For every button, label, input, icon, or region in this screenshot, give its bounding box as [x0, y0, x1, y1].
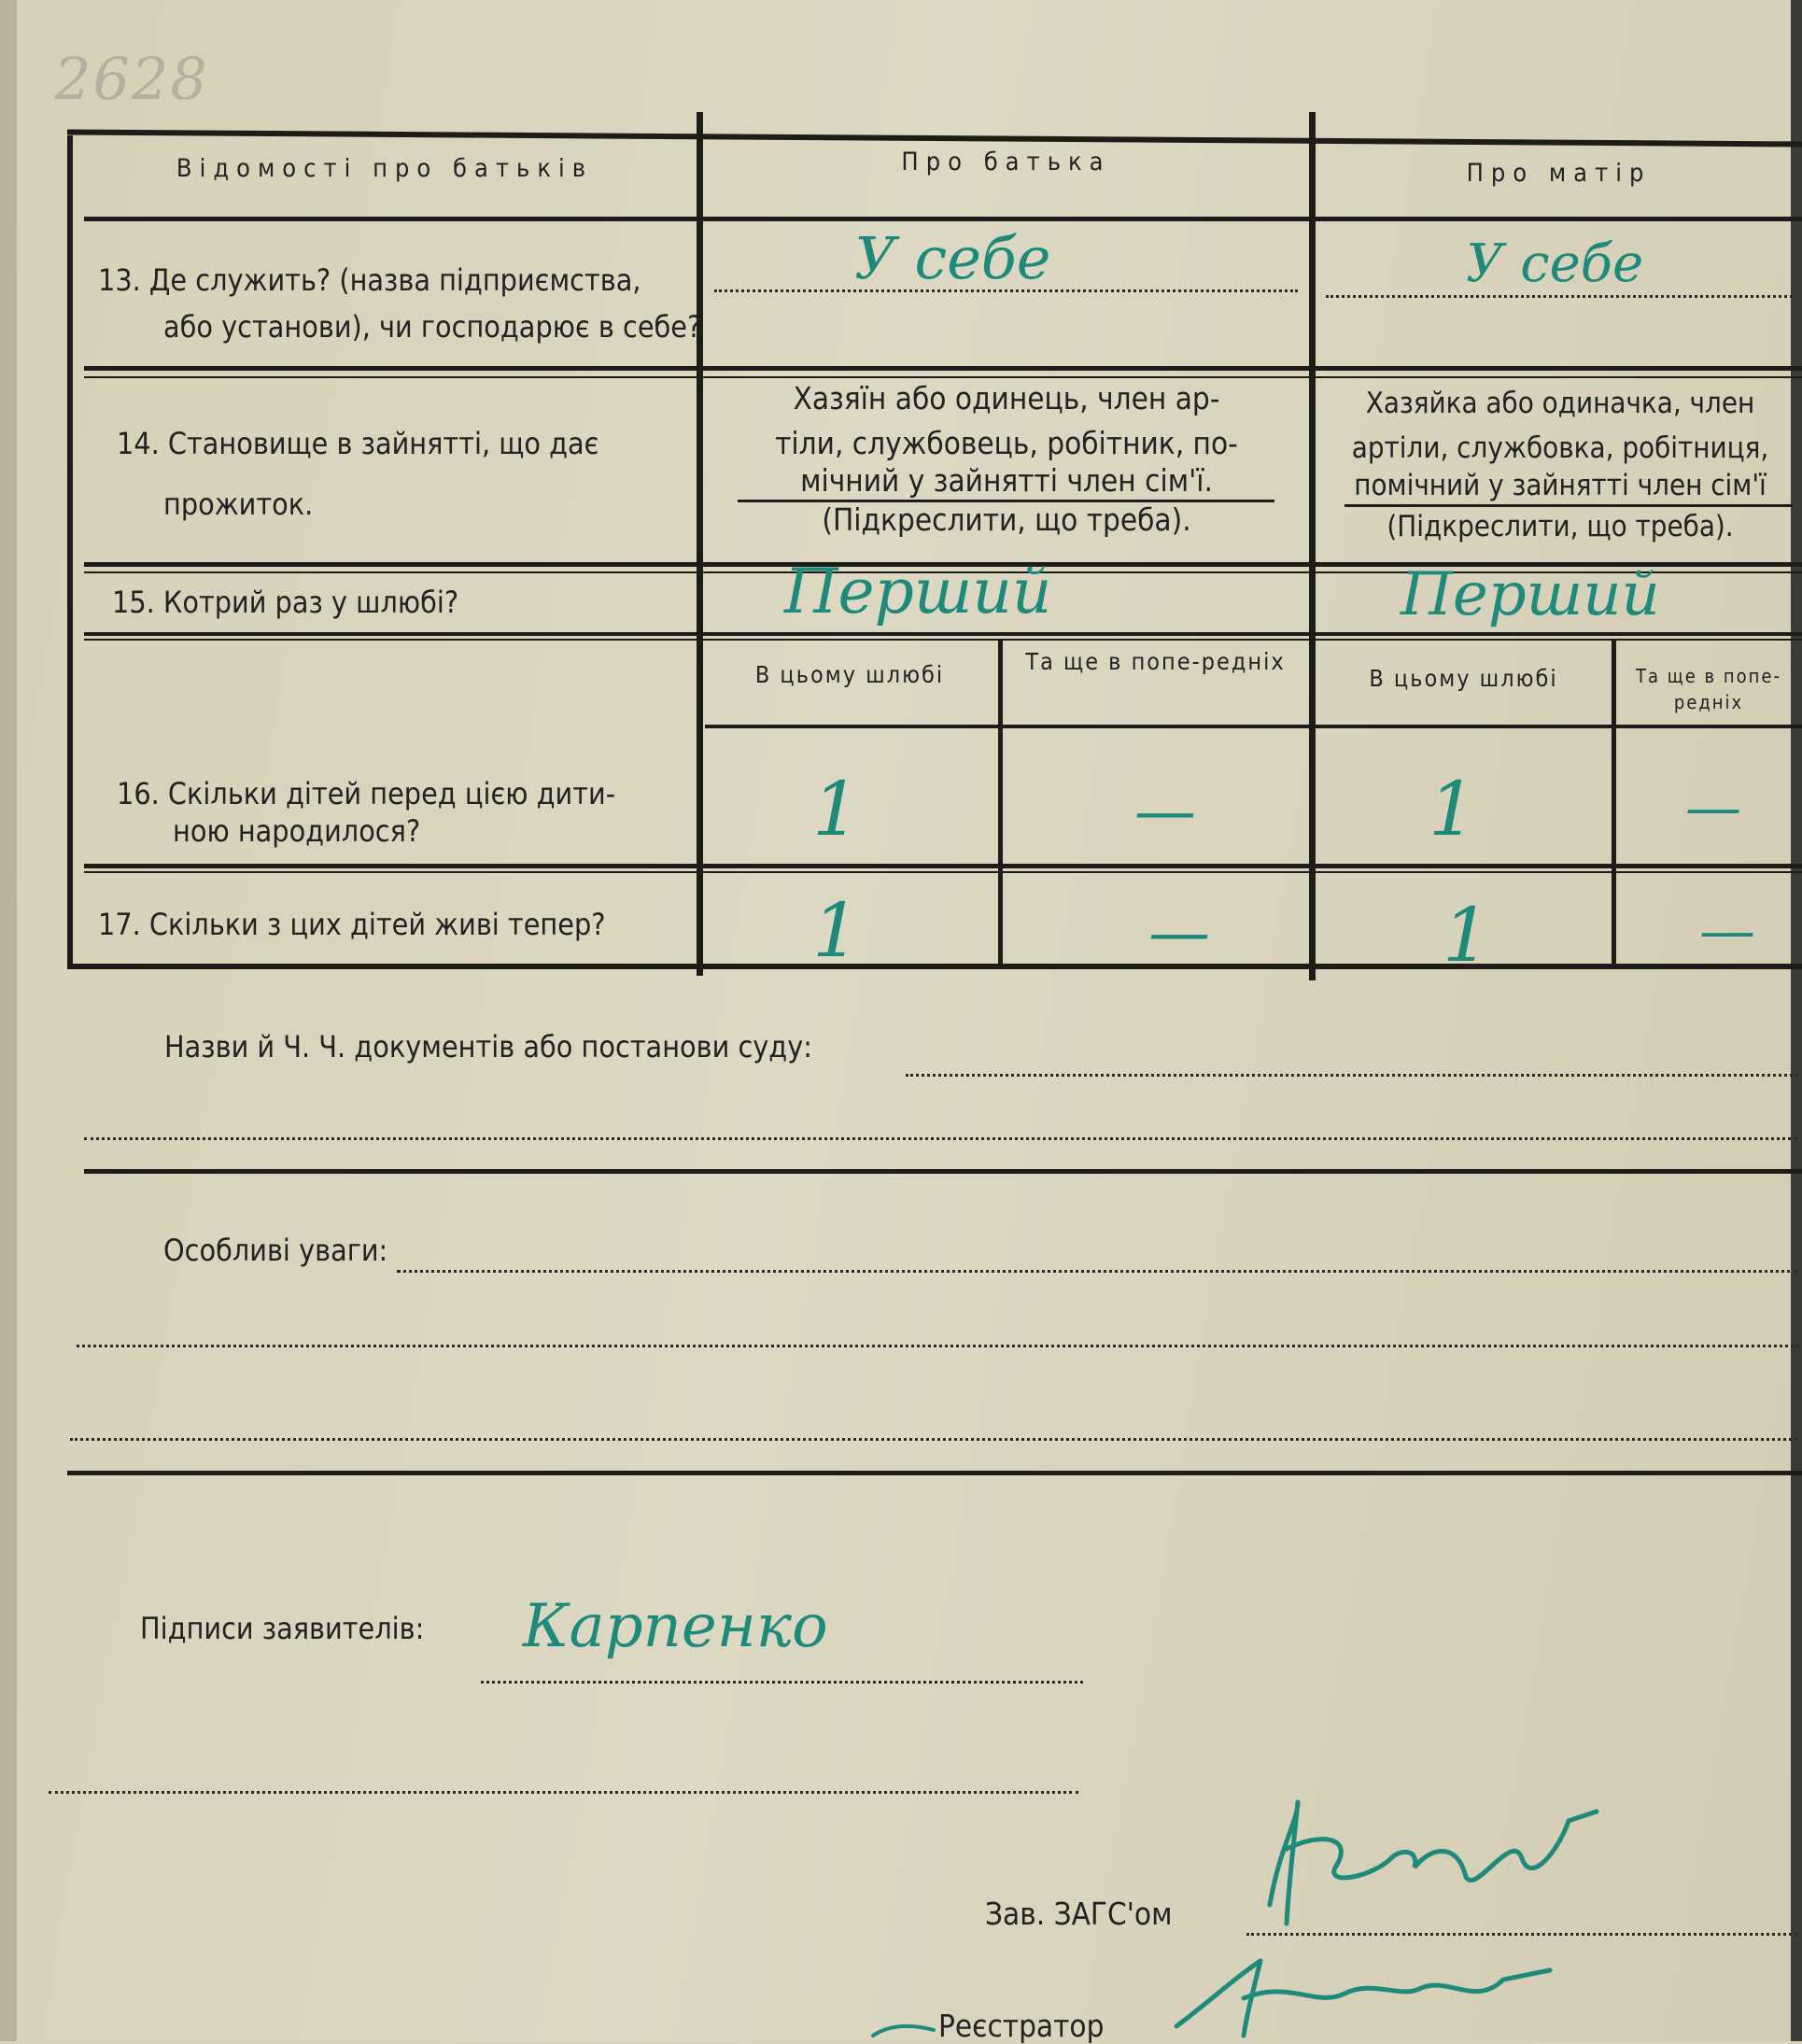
section-sep-notes: [67, 1471, 1802, 1475]
row-sep-16-sub: [705, 725, 1802, 728]
divider-father-sub: [998, 639, 1003, 966]
row-sep-16: [84, 864, 1802, 868]
q16-label-line1: 16. Скільки дітей перед цією дити-: [117, 776, 616, 811]
divider-mother-sub: [1612, 639, 1616, 966]
page-edge-left: [0, 0, 17, 2041]
section-sep-docs: [84, 1169, 1802, 1174]
head-signature: [1242, 1793, 1634, 1942]
q16-label-line2: ною народилося?: [173, 813, 421, 849]
q16-father-sub-this: В цьому шлюбі: [754, 661, 945, 688]
archive-number: 2628: [54, 45, 209, 113]
notes-label: Особливі уваги:: [163, 1233, 388, 1268]
header-mother: Про матір: [1466, 158, 1652, 188]
q14-father-line2: тіли, службовець, робітник, по-: [775, 425, 1238, 461]
row-sep-15b: [84, 639, 1802, 641]
row-sep-15: [84, 632, 1802, 636]
head-label: Зав. ЗАГС'ом: [985, 1896, 1173, 1932]
docs-line-1[interactable]: [906, 1074, 1797, 1077]
q15-father-answer: Перший: [784, 556, 1052, 627]
q16-father-sub-prev: Та ще в попе-редніх: [1025, 648, 1286, 675]
q14-mother-line1: Хазяйка або одиначка, член: [1365, 387, 1755, 420]
row-sep-16b: [84, 871, 1802, 873]
q17-father-this: 1: [812, 887, 860, 974]
table-left-border: [67, 135, 73, 968]
q15-label: 15. Котрий раз у шлюбі?: [112, 585, 459, 620]
q16-mother-prev: —: [1685, 775, 1741, 840]
header-father: Про батька: [901, 147, 1111, 176]
q13-label-line2: або установи), чи господарює в себе?: [163, 309, 702, 345]
docs-label: Назви й Ч. Ч. документів або постанови суду:: [164, 1029, 812, 1064]
registrar-mark: [868, 2017, 943, 2041]
q16-mother-sub-this: В цьому шлюбі: [1369, 665, 1558, 692]
notes-line-2[interactable]: [77, 1345, 1799, 1347]
q14-father-line4: (Підкреслити, що треба).: [822, 501, 1191, 538]
divider-col-mother: [1309, 112, 1316, 980]
q14-mother-line4: (Підкреслити, що треба).: [1387, 510, 1734, 543]
notes-line-3[interactable]: [70, 1438, 1797, 1441]
q16-father-this: 1: [812, 766, 860, 853]
q16-mother-this: 1: [1429, 766, 1476, 853]
q17-label: 17. Скільки з цих дітей живі тепер?: [98, 907, 606, 942]
signature-line-1[interactable]: [481, 1681, 1083, 1684]
q16-mother-sub-prev: Та ще в попе-редніх: [1636, 665, 1781, 713]
q17-mother-this: 1: [1443, 892, 1490, 979]
q14-mother-line3: помічний у зайнятті член сім'ї: [1354, 469, 1767, 502]
header-info-label: Відомості про батьків: [176, 153, 594, 183]
registrar-label: Реєстратор: [938, 2008, 1105, 2044]
q16-father-prev: —: [1134, 775, 1196, 847]
signatures-label: Підписи заявителів:: [140, 1611, 425, 1646]
divider-col-father: [697, 112, 703, 976]
page-edge-right: [1791, 0, 1802, 2041]
q14-label-line2: прожиток.: [163, 486, 314, 522]
row-sep-13: [84, 366, 1802, 371]
q14-mother-line2: артіли, службовка, робітниця,: [1351, 431, 1769, 465]
q13-mother-answer: У себе: [1466, 233, 1644, 294]
q13-father-answer: У себе: [854, 224, 1051, 292]
q15-mother-answer: Перший: [1401, 560, 1660, 629]
q14-father-line1: Хазяїн або одинець, член ар-: [793, 380, 1220, 416]
registrar-signature: [1158, 1942, 1587, 2041]
docs-line-2[interactable]: [84, 1137, 1797, 1140]
q13-mother-line: [1326, 295, 1793, 298]
q13-label-line1: 13. Де служить? (назва підприємства,: [98, 262, 641, 298]
signature-applicant: Карпенко: [523, 1592, 828, 1661]
signature-line-2[interactable]: [49, 1791, 1078, 1794]
table-bottom-border: [67, 964, 1802, 969]
q17-mother-prev: —: [1699, 898, 1755, 964]
q14-label-line1: 14. Становище в зайнятті, що дає: [117, 426, 599, 461]
q17-father-prev: —: [1148, 896, 1210, 968]
q14-father-line3: мічний у зайнятті член сім'ї.: [800, 462, 1213, 499]
notes-line-1[interactable]: [397, 1270, 1797, 1273]
